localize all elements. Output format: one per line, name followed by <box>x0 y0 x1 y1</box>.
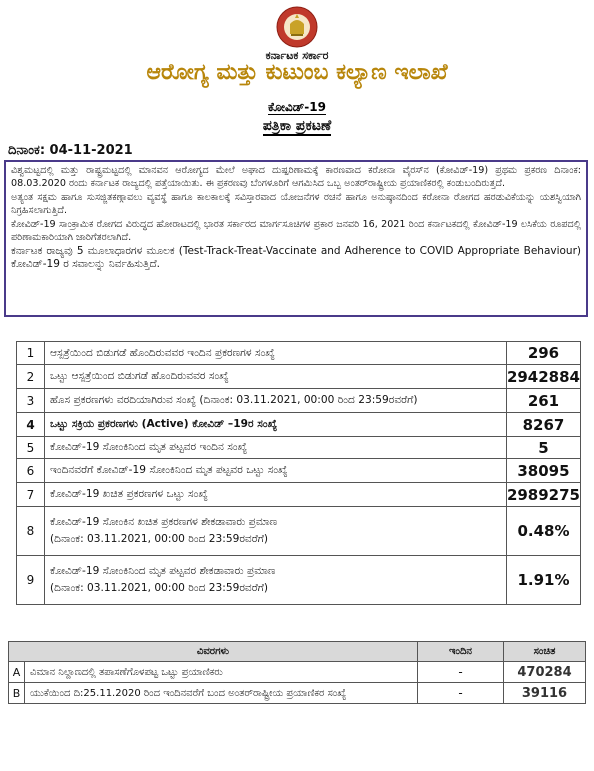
row-date-range: (ದಿನಾಂಕ: 03.11.2021, 00:00 ರಿಂದ 23:59ರವರೆಗೆ) <box>50 582 269 594</box>
press-release-text: ಪತ್ರಿಕಾ ಪ್ರಕಟಣೆ <box>262 118 332 134</box>
government-name: ಕರ್ನಾಟಕ ಸರ್ಕಾರ <box>265 49 329 62</box>
row-value: 5 <box>506 437 580 459</box>
row-description: ಕೋವಿಡ್-19 ಖಚಿತ ಪ್ರಕರಣಗಳ ಒಟ್ಟು ಸಂಖ್ಯೆ <box>45 483 507 507</box>
table-row <box>9 662 586 683</box>
table-row <box>17 437 581 459</box>
release-date: ದಿನಾಂಕ: 04-11-2021 <box>8 143 133 158</box>
row-number: 2 <box>17 365 45 389</box>
row-today: - <box>418 662 504 683</box>
intro-paragraph-1: ವಿಶ್ವಮಟ್ಟದಲ್ಲಿ ಮತ್ತು ರಾಷ್ಟ್ರಮಟ್ಟದಲ್ಲಿ ಮಾನವನ ಆರೋಗ್ಯದ ಮೇಲೆ ಅಘಾದ ದುಷ್ಪರಿಣಾಮಕ್ಕೆ ಕಾರಣವಾದ ಕರೋನಾ ವೈರಸ್‌ನ (ಕೋವಿಡ್-19) ಪ್ರಥಮ ಪ್ರಕರಣ ದಿನಾಂಕ: 08.03.2020 ರಂದು ಕರ್ನಾಟಕ ರಾಜ್ಯದಲ್ಲಿ ಪತ್ತೆಯಾಯಿತು. ಈ ಪ್ರಕರಣವು ಬೆಂಗಳೂರಿಗೆ ಆಗಮಿಸಿದ ಒಬ್ಬ ಅಂತರ್‌ರಾಷ್ಟ್ರೀಯ ಪ್ರಯಾಣಿಕರಲ್ಲಿ ಕಂಡುಬಂದಿರುತ್ತದೆ. <box>11 165 581 189</box>
row-value: 0.48% <box>506 507 580 556</box>
table-row <box>17 556 581 605</box>
covid-heading-text: ಕೋವಿಡ್-19 <box>268 100 326 114</box>
row-description: ಕೋವಿಡ್-19 ಸೋಂಕಿನಿಂದ ಮೃತ ಪಟ್ಟವರ ಶೇಕಡಾವಾರು ಪ್ರಮಾಣ <box>50 565 276 577</box>
table-row <box>17 507 581 556</box>
table-row <box>17 342 581 365</box>
row-description: ವಿಮಾನ ನಿಲ್ದಾಣದಲ್ಲಿ ತಪಾಸಣೆಗೊಳಪಟ್ಟ ಒಟ್ಟು ಪ್ರಯಾಣಿಕರು <box>25 662 418 683</box>
row-description: ಇಂದಿನವರೆಗೆ ಕೋವಿಡ್-19 ಸೋಂಕಿನಿಂದ ಮೃತ ಪಟ್ಟವರ ಒಟ್ಟು ಸಂಖ್ಯೆ <box>45 459 507 483</box>
table-row <box>17 389 581 413</box>
row-description: ಒಟ್ಟು ಆಸ್ಪತ್ರೆಯಿಂದ ಬಿಡುಗಡೆ ಹೊಂದಿರುವವರ ಸಂಖ್ಯೆ <box>45 365 507 389</box>
row-value: 296 <box>506 342 580 365</box>
table-header-row <box>9 642 586 662</box>
intro-box <box>4 160 588 317</box>
table-row <box>9 683 586 704</box>
table-row <box>17 459 581 483</box>
row-number: 8 <box>17 507 45 556</box>
row-value: 261 <box>506 389 580 413</box>
row-value: 1.91% <box>506 556 580 605</box>
table-row <box>17 413 581 437</box>
travel-table <box>8 641 586 704</box>
stats-table <box>16 341 581 605</box>
header-today: ಇಂದಿನ <box>418 642 504 662</box>
row-label: A <box>9 662 25 683</box>
intro-paragraph-4: ಕರ್ನಾಟಕ ರಾಜ್ಯವು 5 ಮೂಲಾಧಾರಗಳ ಮೂಲಕ (Test-Track-Treat-Vaccinate and Adherence to COVID Appropriate Behaviour) ಕೋವಿಡ್-19 ರ ಸವಾಲನ್ನು ನಿರ್ವಹಿಸುತ್ತಿದೆ. <box>11 245 581 271</box>
row-value: 2942884 <box>506 365 580 389</box>
row-description: ಕೋವಿಡ್-19 ಸೋಂಕಿನಿಂದ ಮೃತ ಪಟ್ಟವರ ಇಂದಿನ ಸಂಖ್ಯೆ <box>45 437 507 459</box>
row-today: - <box>418 683 504 704</box>
row-number: 1 <box>17 342 45 365</box>
row-value: 38095 <box>506 459 580 483</box>
press-release-heading <box>0 118 594 134</box>
row-label: B <box>9 683 25 704</box>
row-number: 3 <box>17 389 45 413</box>
table-row <box>17 483 581 507</box>
row-value: 39116 <box>504 683 586 704</box>
row-description: ಹೊಸ ಪ್ರಕರಣಗಳು ವರದಿಯಾಗಿರುವ ಸಂಖ್ಯೆ (ದಿನಾಂಕ: 03.11.2021, 00:00 ರಿಂದ 23:59ರವರೆಗೆ) <box>45 389 507 413</box>
row-number: 5 <box>17 437 45 459</box>
intro-paragraph-2: ಅತ್ಯಂತ ಸಕ್ಷಮ ಹಾಗೂ ಸುಸಜ್ಜಿತಕಣ್ಗಾವಲು ವ್ಯವಸ್ಥೆ ಹಾಗೂ ಕಾಲಕಾಲಕ್ಕೆ ಸವಿಸ್ತಾರವಾದ ಯೋಜನೆಗಳ ರಚನೆ ಹಾಗೂ ಅನುಷ್ಠಾನದಿಂದ ಕರೋನಾ ರೋಗದ ಹರಡುವಿಕೆಯನ್ನು ಯಶಸ್ವಿಯಾಗಿ ನಿಗ್ರಹಿಸಲಾಗುತ್ತಿದೆ. <box>11 191 581 216</box>
row-value: 2989275 <box>506 483 580 507</box>
covid-heading <box>0 100 594 115</box>
row-description: ಯುಕೆಯಿಂದ ದಿ:25.11.2020 ರಿಂದ ಇಂದಿನವರೆಗೆ ಬಂದ ಅಂತರ್‌ರಾಷ್ಟ್ರೀಯ ಪ್ರಯಾಣಿಕರ ಸಂಖ್ಯೆ <box>25 683 418 704</box>
row-value: 470284 <box>504 662 586 683</box>
department-title: ಆರೋಗ್ಯ ಮತ್ತು ಕುಟುಂಬ ಕಲ್ಯಾಣ ಇಲಾಖೆ <box>146 60 448 85</box>
row-description: ಆಸ್ಪತ್ರೆಯಿಂದ ಬಿಡುಗಡೆ ಹೊಂದಿರುವವರ ಇಂದಿನ ಪ್ರಕರಣಗಳ ಸಂಖ್ಯೆ <box>45 342 507 365</box>
row-number: 9 <box>17 556 45 605</box>
intro-paragraph-3: ಕೋವಿಡ್-19 ಸಾಂಕ್ರಾಮಿಕ ರೋಗದ ವಿರುದ್ಧದ ಹೋರಾಟದಲ್ಲಿ ಭಾರತ ಸರ್ಕಾರದ ಮಾರ್ಗಸೂಚಿಗಳ ಪ್ರಕಾರ ಜನವರಿ 16, 2021 ರಿಂದ ಕರ್ನಾಟಕದಲ್ಲಿ ಕೋವಿಡ್-19 ಲಸಿಕೆಯ ರೂಪದಲ್ಲಿ ಪರಿಣಾಮಕಾರಿಯಾಗಿ ಜಾರಿಗೆತರಲಾಗಿದೆ. <box>11 218 581 243</box>
row-value: 8267 <box>506 413 580 437</box>
row-description-cell <box>45 507 507 556</box>
header-details: ವಿವರಗಳು <box>9 642 418 662</box>
row-description: ಕೋವಿಡ್-19 ಸೋಂಕಿನ ಖಚಿತ ಪ್ರಕರಣಗಳ ಶೇಕಡಾವಾರು ಪ್ರಮಾಣ <box>50 516 278 528</box>
row-description: ಒಟ್ಟು ಸಕ್ರಿಯ ಪ್ರಕರಣಗಳು (Active) ಕೋವಿಡ್ –19ರ ಸಂಖ್ಯೆ <box>45 413 507 437</box>
row-number: 7 <box>17 483 45 507</box>
row-date-range: (ದಿನಾಂಕ: 03.11.2021, 00:00 ರಿಂದ 23:59ರವರೆಗೆ) <box>50 533 269 545</box>
karnataka-emblem-icon <box>262 4 332 54</box>
table-row <box>17 365 581 389</box>
header-cumulative: ಸಂಚಿತ <box>504 642 586 662</box>
row-number: 4 <box>17 413 45 437</box>
row-number: 6 <box>17 459 45 483</box>
row-description-cell <box>45 556 507 605</box>
